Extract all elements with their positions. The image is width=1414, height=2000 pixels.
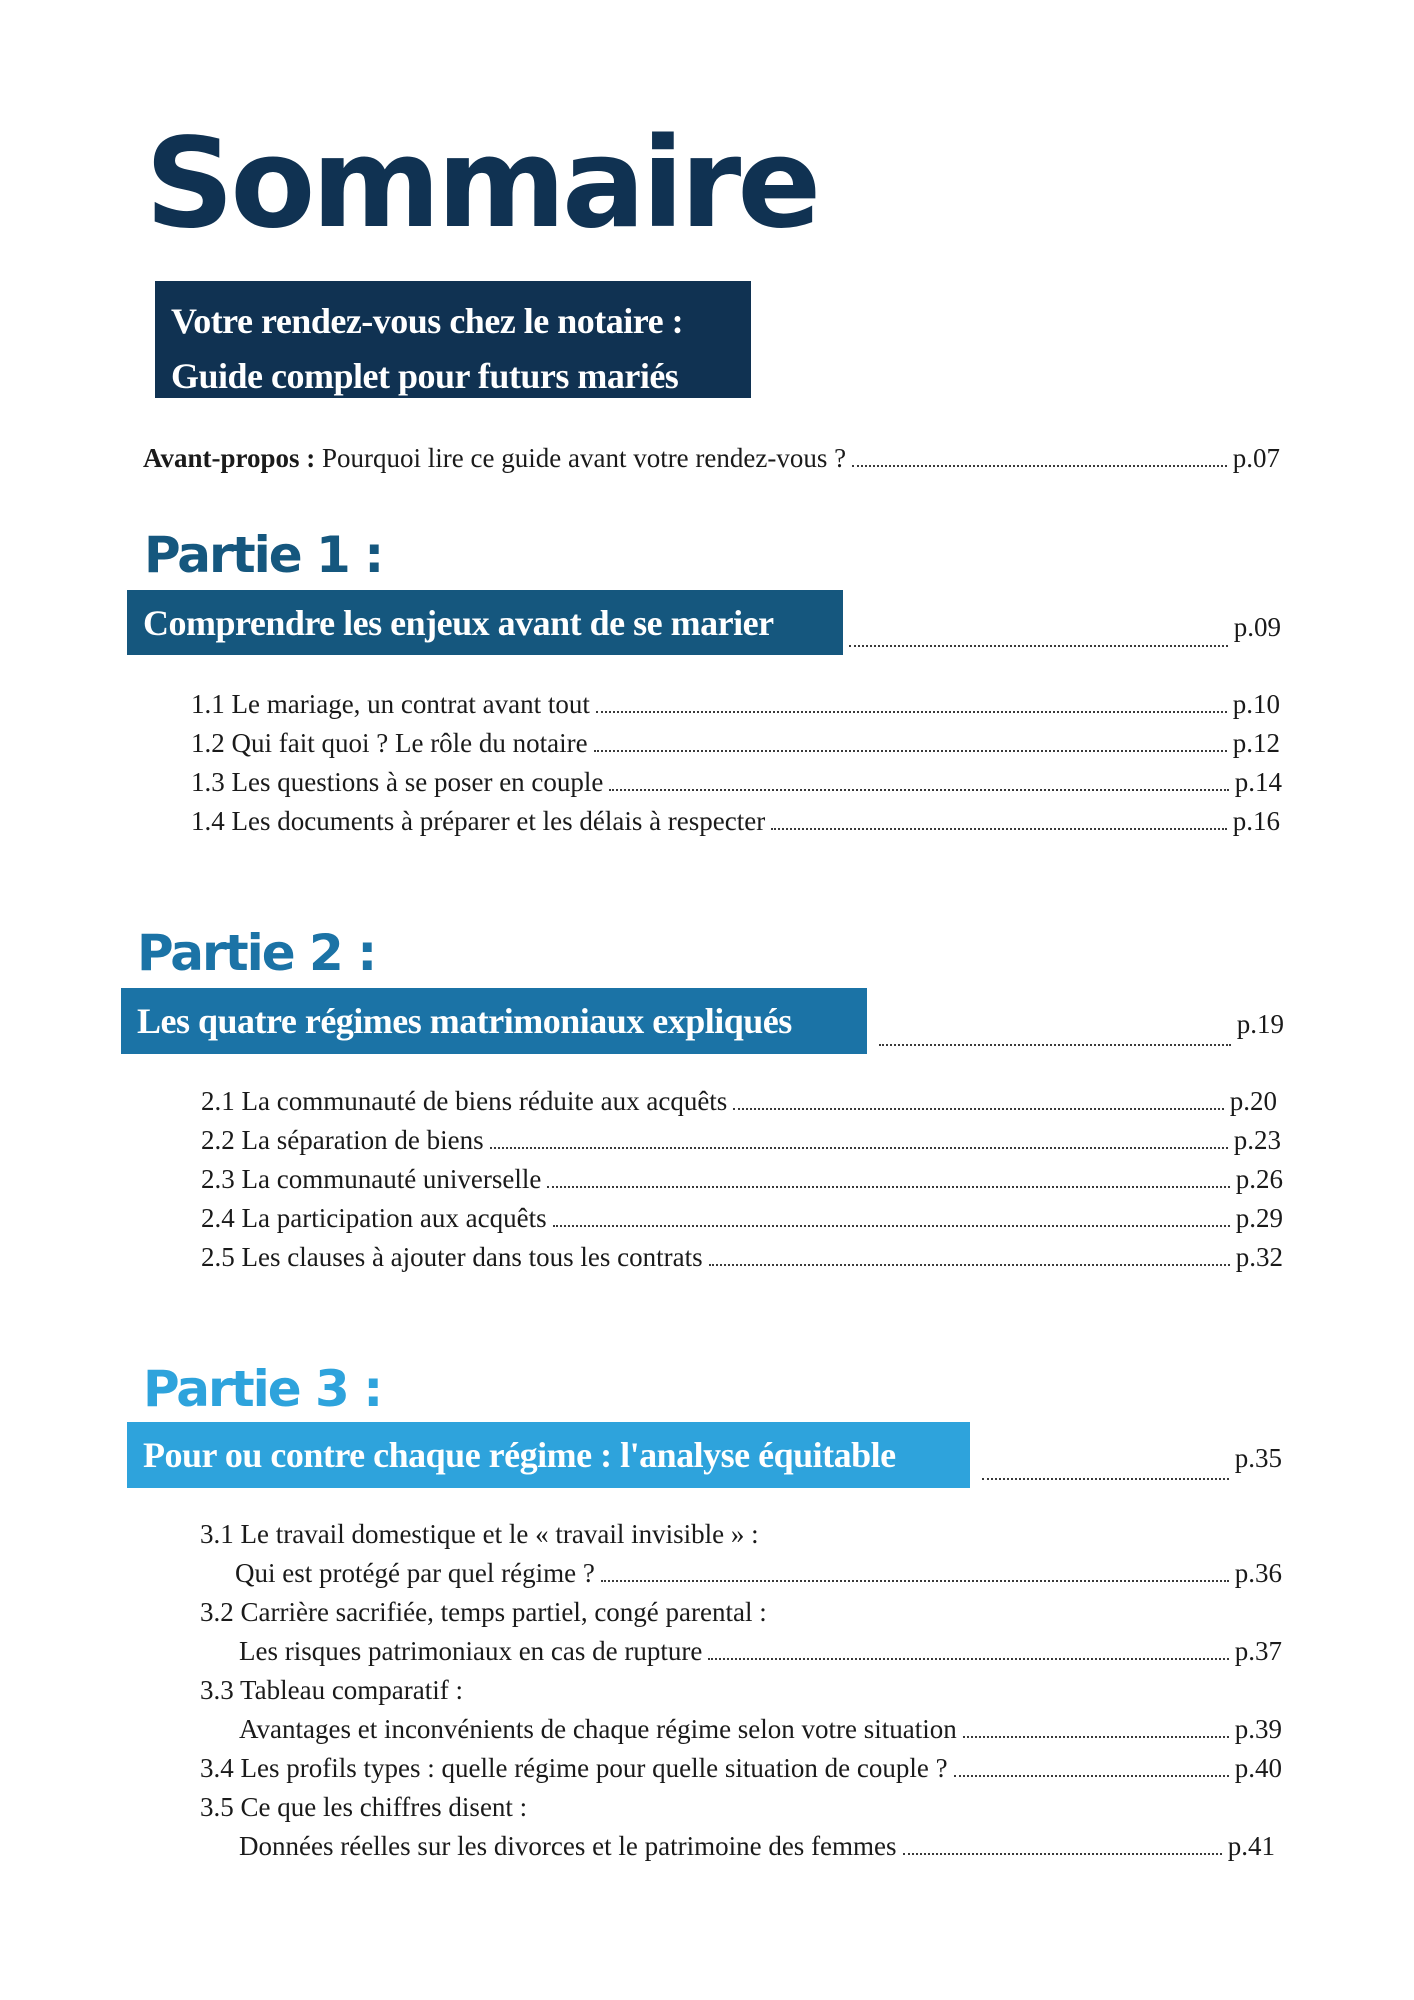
page-number: p.32: [1235, 1242, 1283, 1272]
part-1-label: Partie 1 :: [144, 526, 383, 584]
toc-entry-3-5-title[interactable]: 3.5 Ce que les chiffres disent :: [200, 1792, 528, 1822]
toc-entry-2-3[interactable]: 2.3 La communauté universelle p.26: [201, 1164, 1283, 1194]
page-number: p.41: [1227, 1831, 1275, 1861]
dot-leader: [733, 1108, 1223, 1110]
dot-leader: [963, 1736, 1229, 1738]
dot-leader: [852, 465, 1227, 467]
dot-leader: [596, 711, 1227, 713]
toc-entry-3-4[interactable]: 3.4 Les profils types : quelle régime pour quelle situation de couple ? p.40: [200, 1753, 1282, 1783]
page-number: p.14: [1234, 767, 1282, 797]
page-number: p.10: [1232, 689, 1280, 719]
toc-entry-3-3-title[interactable]: 3.3 Tableau comparatif :: [200, 1675, 464, 1705]
dot-leader: [771, 828, 1227, 830]
part-3-title: Pour ou contre chaque régime : l'analyse équitable: [143, 1435, 896, 1475]
part-1-title-box: [127, 590, 843, 655]
dot-leader: [609, 789, 1228, 791]
page-number: p.40: [1234, 1753, 1282, 1783]
part-2-label: Partie 2 :: [137, 924, 376, 982]
page-number: p.29: [1235, 1203, 1283, 1233]
page-number: p.16: [1232, 806, 1280, 836]
page-number: p.37: [1234, 1636, 1282, 1666]
part-2-heading-row[interactable]: [121, 988, 1284, 1054]
dot-leader: [594, 750, 1227, 752]
toc-entry-3-1[interactable]: Qui est protégé par quel régime ? p.36: [235, 1558, 1282, 1588]
page-number: p.07: [1232, 443, 1280, 473]
toc-entry-2-2[interactable]: 2.2 La séparation de biens p.23: [201, 1125, 1281, 1155]
dot-leader: [954, 1775, 1229, 1777]
dot-leader: [708, 1658, 1228, 1660]
subtitle-line-1: Votre rendez-vous chez le notaire :: [171, 301, 684, 341]
part-2-title: Les quatre régimes matrimoniaux expliqués: [137, 1001, 792, 1041]
toc-entry-3-5[interactable]: Données réelles sur les divorces et le patrimoine des femmes p.41: [239, 1831, 1275, 1861]
dot-leader: [982, 1478, 1229, 1480]
page-number: p.20: [1229, 1086, 1277, 1116]
dot-leader: [849, 645, 1228, 647]
page-title: Sommaire: [145, 112, 818, 256]
part-3-label: Partie 3 :: [143, 1360, 382, 1418]
part-1-title: Comprendre les enjeux avant de se marier: [143, 602, 774, 643]
part-2-page: p.19: [1236, 1009, 1284, 1039]
toc-entry-2-5[interactable]: 2.5 Les clauses à ajouter dans tous les contrats p.32: [201, 1242, 1283, 1272]
page-number: p.39: [1234, 1714, 1282, 1744]
part-1-heading-row[interactable]: [127, 590, 1281, 655]
subtitle-line-2: Guide complet pour futurs mariés: [171, 356, 679, 396]
toc-entry-1-1[interactable]: 1.1 Le mariage, un contrat avant tout p.10: [191, 689, 1280, 719]
part-1-page: p.09: [1233, 612, 1281, 642]
part-2-title-box: [121, 988, 867, 1054]
toc-entry-3-2-title[interactable]: 3.2 Carrière sacrifiée, temps partiel, congé parental :: [200, 1597, 767, 1627]
dot-leader: [490, 1147, 1228, 1149]
avant-propos-label: Avant-propos :: [143, 443, 316, 473]
toc-entry-2-1[interactable]: 2.1 La communauté de biens réduite aux acquêts p.20: [201, 1086, 1277, 1116]
dot-leader: [553, 1225, 1230, 1227]
avant-propos-text: Pourquoi lire ce guide avant votre rendez-vous ?: [322, 443, 847, 473]
toc-entry-1-2[interactable]: 1.2 Qui fait quoi ? Le rôle du notaire p.12: [191, 728, 1280, 758]
subtitle-box: [155, 281, 751, 398]
page-number: p.12: [1232, 728, 1280, 758]
dot-leader: [709, 1264, 1230, 1266]
dot-leader: [879, 1044, 1231, 1046]
dot-leader: [547, 1186, 1229, 1188]
toc-entry-avant-propos[interactable]: [143, 443, 1280, 474]
toc-entry-1-3[interactable]: 1.3 Les questions à se poser en couple p.14: [191, 767, 1282, 797]
toc-entry-2-4[interactable]: 2.4 La participation aux acquêts p.29: [201, 1203, 1283, 1233]
part-3-title-box: [127, 1422, 970, 1488]
page-number: p.36: [1234, 1558, 1282, 1588]
page-number: p.23: [1233, 1125, 1281, 1155]
dot-leader: [903, 1853, 1222, 1855]
dot-leader: [601, 1580, 1229, 1582]
toc-entry-3-3[interactable]: Avantages et inconvénients de chaque régime selon votre situation p.39: [239, 1714, 1282, 1744]
part-3-page: p.35: [1234, 1443, 1282, 1473]
toc-entry-1-4[interactable]: 1.4 Les documents à préparer et les délais à respecter p.16: [191, 806, 1280, 836]
toc-entry-3-1-title[interactable]: 3.1 Le travail domestique et le « travail invisible » :: [200, 1519, 759, 1549]
toc-entry-3-2[interactable]: Les risques patrimoniaux en cas de rupture p.37: [239, 1636, 1282, 1666]
part-3-heading-row[interactable]: [127, 1422, 1282, 1488]
page-number: p.26: [1235, 1164, 1283, 1194]
